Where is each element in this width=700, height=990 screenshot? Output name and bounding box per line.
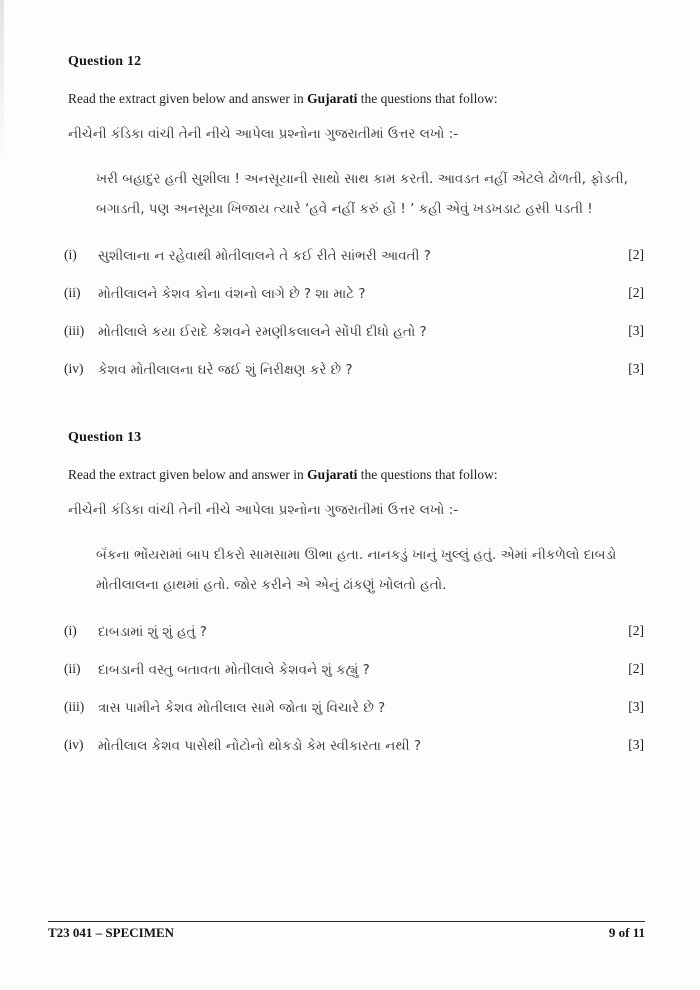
subquestion-text: સુશીલાના ન રહેવાથી મોતીલાલને તે કઈ રીતે સાંભરી આવતી ? [98,248,431,264]
marks-badge: [3] [628,737,644,752]
subquestion-row [64,652,644,690]
question-13-heading: Question 13 [68,430,142,445]
instruction-language-bold: Gujarati [307,91,358,106]
question-12-subquestions [64,238,644,390]
subquestion-label: (ii) [64,285,81,300]
question-12-extract: ખરી બહાદુર હતી સુશીલા ! અનસૂયાની સાથો સાથ કામ કરતી. આવડત નહીં એટલે ઢોળતી, ફોડતી, બગાડતી, પણ અનસૂયા ખિજાય ત્યારે ‘હવે નહીં કરું હોં ! ’ કહી એવું ખડખડાટ હસી પડતી ! [96,171,628,217]
subquestion-text: મોતીલાલે કયા ઈરાદે કેશવને રમણીકલાલને સોંપી દીધો હતો ? [98,324,427,340]
question-12-block [64,54,644,390]
subquestion-text: મોતીલાલ કેશવ પાસેથી નોટોનો થોકડો કેમ સ્વીકારતા નથી ? [98,738,422,754]
subquestion-row [64,238,644,276]
subquestion-text: ત્રાસ પામીને કેશવ મોતીલાલ સામે જોતા શું વિચારે છે ? [98,700,386,716]
question-13-extract: બૅંકના ભોંયરામાં બાપ દીકરો સામસામા ઊભા હતા. નાનકડું ખાનું ખુલ્લું હતું. એમાં નીકળેલો દાબડો મોતીલાલના હાથમાં હતો. જોર કરીને એ એનું ઢાંકણું ખોલતો હતો. [96,547,617,593]
subquestion-label: (iv) [64,361,84,376]
subquestion-row [64,276,644,314]
subquestion-row [64,352,644,390]
question-13-subquestions [64,614,644,766]
marks-badge: [3] [628,323,644,338]
question-12-instruction-gujarati: નીચેની કંડિકા વાંચી તેની નીચે આપેલા પ્રશ્નોના ગુજરાતીમાં ઉત્તર લખો :- [68,126,459,142]
page-footer [48,921,645,941]
subquestion-row [64,314,644,352]
subquestion-row [64,614,644,652]
instruction-text-pre: Read the extract given below and answer in [68,91,308,106]
question-13-instruction-gujarati: નીચેની કંડિકા વાંચી તેની નીચે આપેલા પ્રશ્નોના ગુજરાતીમાં ઉત્તર લખો :- [68,502,459,518]
instruction-text-post: the questions that follow: [357,91,498,106]
marks-badge: [2] [628,623,644,638]
subquestion-row [64,728,644,766]
question-13-block [64,430,644,766]
subquestion-text: મોતીલાલને કેશવ કોના વંશનો લાગે છે ? શા માટે ? [98,286,366,302]
question-12-heading: Question 12 [68,54,142,69]
instruction-text-pre: Read the extract given below and answer in [68,467,308,482]
subquestion-label: (iii) [64,699,85,714]
marks-badge: [2] [628,661,644,676]
marks-badge: [2] [628,247,644,262]
scan-edge-artifact [0,0,4,160]
subquestion-label: (iv) [64,737,84,752]
footer-divider [48,921,645,922]
question-12-instruction-english [68,91,644,107]
subquestion-text: દાબડામાં શું શું હતું ? [98,624,207,640]
page-number: 9 of 11 [608,925,645,940]
paper-code: T23 041 – SPECIMEN [48,925,175,940]
subquestion-label: (i) [64,247,77,262]
marks-badge: [2] [628,285,644,300]
subquestion-row [64,690,644,728]
question-13-instruction-english [68,467,644,483]
subquestion-text: કેશવ મોતીલાલના ઘરે જઈ શું નિરીક્ષણ કરે છે ? [98,362,353,378]
subquestion-label: (iii) [64,323,85,338]
marks-badge: [3] [628,699,644,714]
marks-badge: [3] [628,361,644,376]
subquestion-text: દાબડાની વસ્તુ બતાવતા મોતીલાલે કેશવને શું કહ્યું ? [98,662,370,678]
instruction-text-post: the questions that follow: [357,467,498,482]
subquestion-label: (i) [64,623,77,638]
subquestion-label: (ii) [64,661,81,676]
instruction-language-bold: Gujarati [307,467,358,482]
page-content [64,54,644,766]
footer-text-row [48,925,645,941]
